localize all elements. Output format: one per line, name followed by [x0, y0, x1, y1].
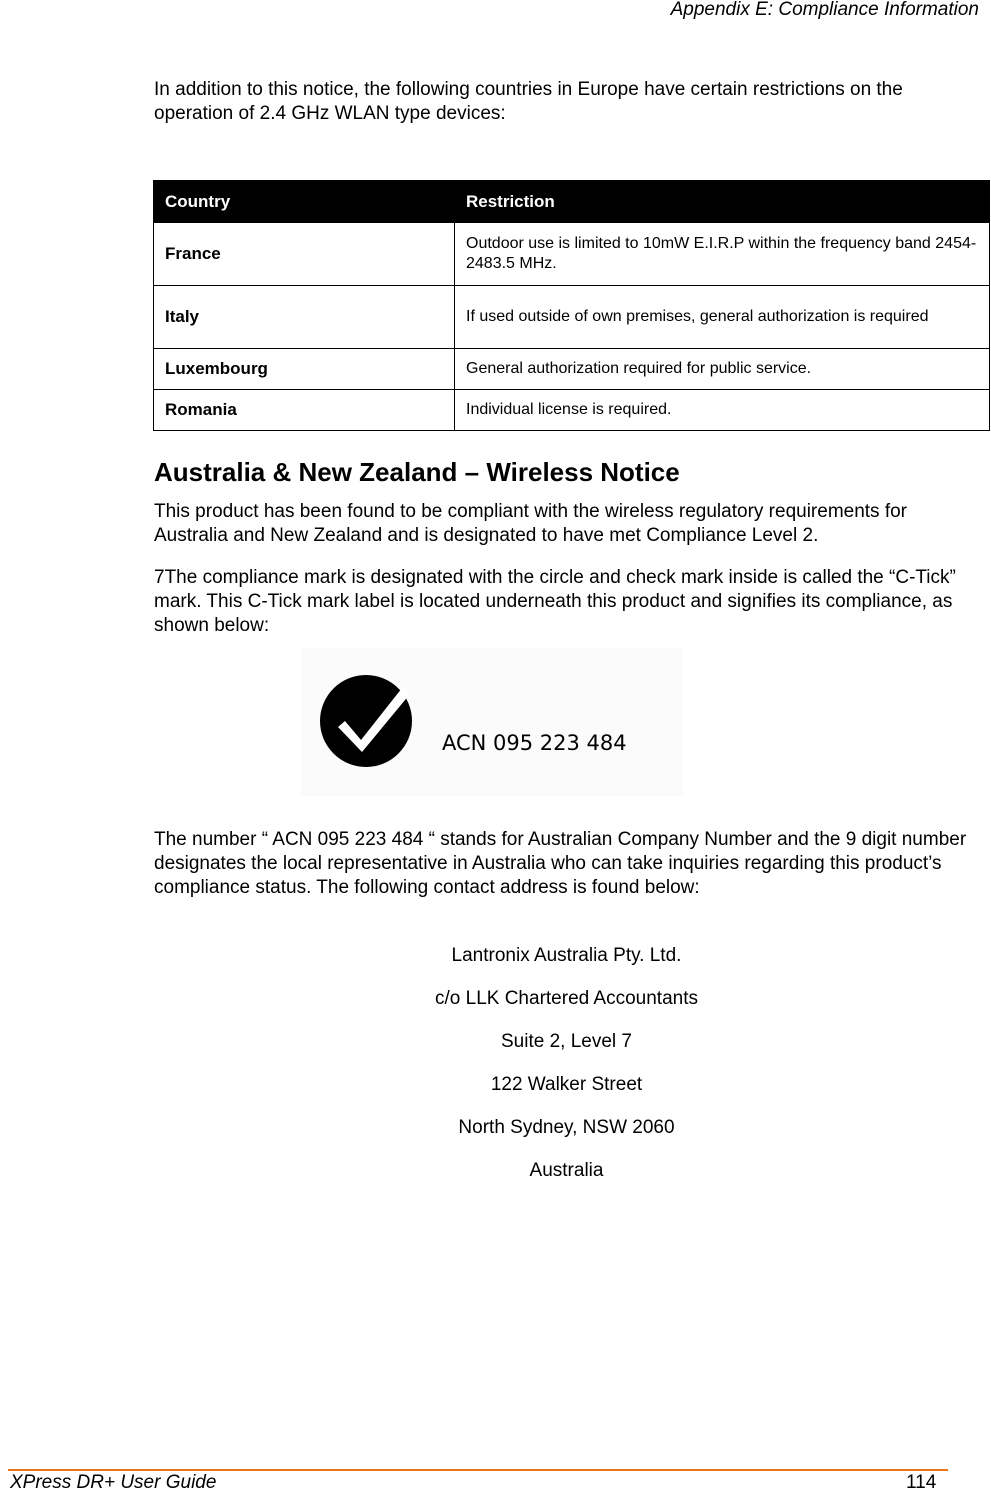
- intro-paragraph: In addition to this notice, the following countries in Europe have certain restrictions on the operation of 2.4 GHz WLAN type devices:: [154, 79, 903, 124]
- country-cell: Luxembourg: [154, 349, 455, 390]
- acn-number-label: ACN 095 223 484: [442, 731, 627, 755]
- table-header-row: [154, 181, 990, 223]
- table-row: [154, 349, 990, 390]
- address-line: North Sydney, NSW 2060: [458, 1117, 675, 1138]
- country-restrictions-table: [153, 180, 990, 431]
- restriction-cell: Outdoor use is limited to 10mW E.I.R.P within the frequency band 2454-2483.5 MHz.: [455, 223, 990, 286]
- country-cell: France: [154, 223, 455, 286]
- table-row: [154, 223, 990, 286]
- acn-explanation-paragraph: The number “ ACN 095 223 484 “ stands for Australian Company Number and the 9 digit number designates the local representative in Australia who can take inquiries regarding this product’s compliance status. The following contact address is found below:: [154, 829, 967, 898]
- footer-guide-title: XPress DR+ User Guide: [10, 1472, 217, 1493]
- restriction-cell: Individual license is required.: [455, 390, 990, 431]
- column-header-country: Country: [154, 181, 455, 223]
- address-line: Lantronix Australia Pty. Ltd.: [451, 945, 682, 966]
- c-tick-mark-image: [301, 648, 683, 796]
- country-cell: Romania: [154, 390, 455, 431]
- address-line: 122 Walker Street: [490, 1074, 643, 1095]
- table-row: [154, 286, 990, 349]
- c-tick-logo-icon: [301, 648, 683, 796]
- restriction-cell: General authorization required for public service.: [455, 349, 990, 390]
- table-row: [154, 390, 990, 431]
- column-header-restriction: Restriction: [455, 181, 990, 223]
- c-tick-description-paragraph: 7The compliance mark is designated with the circle and check mark inside is called the “C-Tick” mark. This C-Tick mark label is located underneath this product and signifies its compliance, as shown below:: [154, 567, 956, 636]
- address-line: Australia: [529, 1160, 604, 1181]
- country-cell: Italy: [154, 286, 455, 349]
- footer-divider: [8, 1469, 948, 1471]
- section-heading: Australia & New Zealand – Wireless Notice: [154, 457, 680, 487]
- address-line: Suite 2, Level 7: [501, 1031, 632, 1052]
- running-header-title: Appendix E: Compliance Information: [670, 0, 979, 20]
- compliance-paragraph: This product has been found to be compliant with the wireless regulatory requirements for Australia and New Zealand and is designated to have met Compliance Level 2.: [154, 501, 908, 546]
- contact-address: [154, 942, 979, 1200]
- restriction-cell: If used outside of own premises, general authorization is required: [455, 286, 990, 349]
- footer-page-number: 114: [906, 1472, 937, 1493]
- address-line: c/o LLK Chartered Accountants: [435, 988, 698, 1009]
